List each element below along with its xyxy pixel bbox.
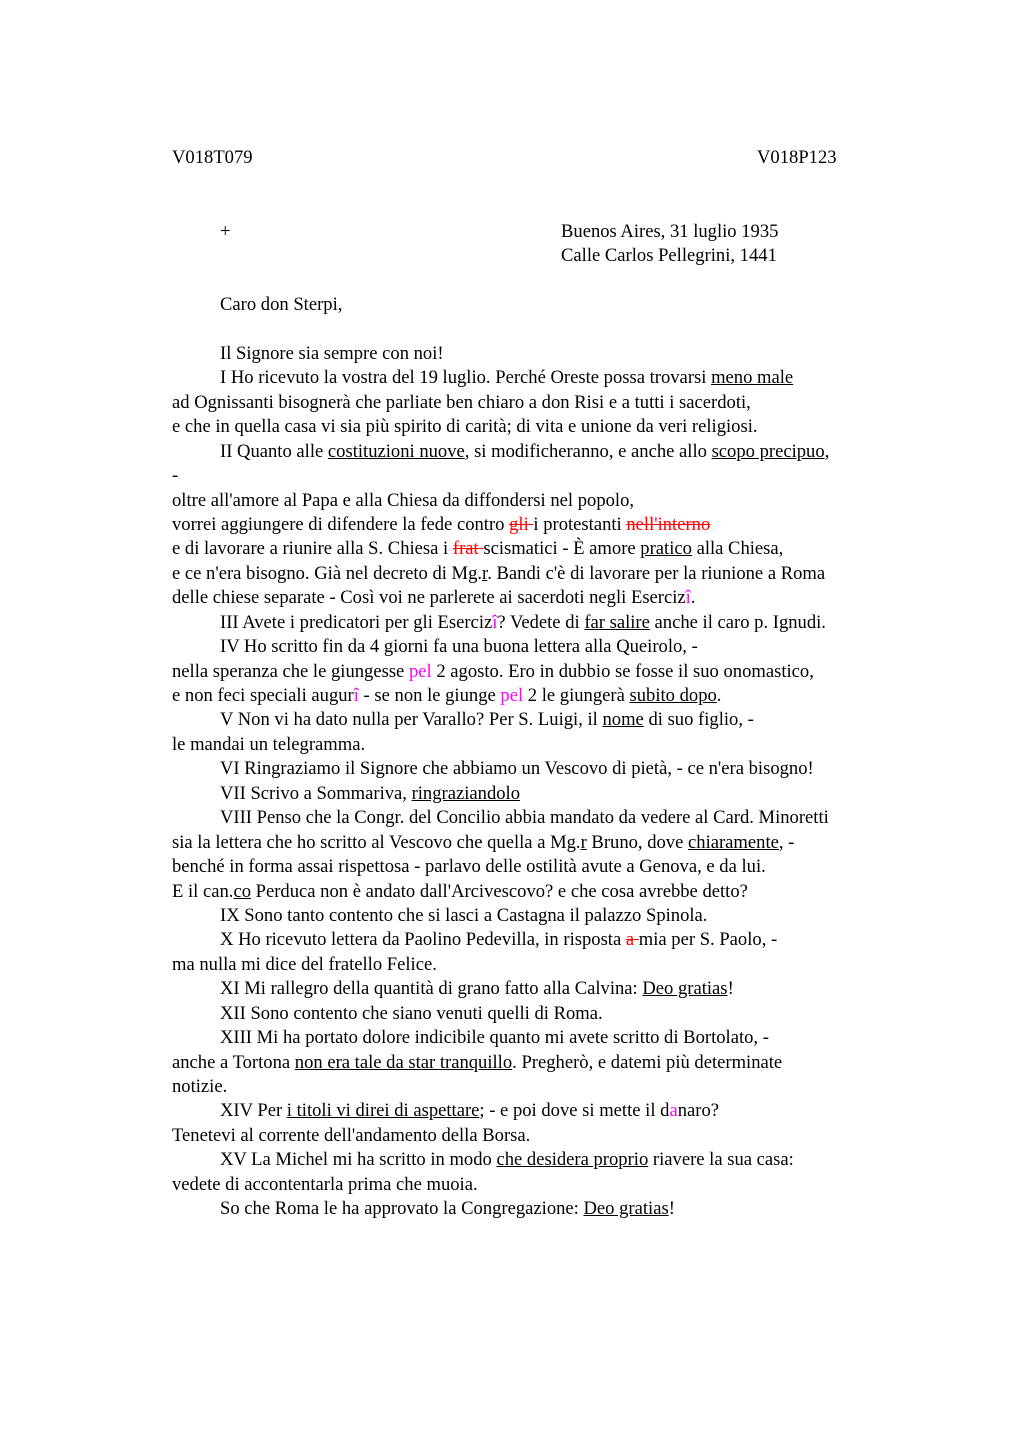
text-line: vorrei aggiungere di difendere la fede contro gli i protestanti nell'interno — [172, 514, 711, 535]
text-line: So che Roma le ha approvato la Congregazione: Deo gratias! — [220, 1198, 675, 1219]
text-line: Il Signore sia sempre con noi! — [220, 343, 444, 364]
text-line: VI Ringraziamo il Signore che abbiamo un Vescovo di pietà, - ce n'era bisogno! — [220, 758, 814, 779]
text-line: sia la lettera che ho scritto al Vescovo che quella a Mg.r Bruno, dove chiaramente, - — [172, 832, 795, 853]
text-line: vedete di accontentarla prima che muoia. — [172, 1174, 478, 1195]
text-line: X Ho ricevuto lettera da Paolino Pedevilla, in risposta a mia per S. Paolo, - — [220, 929, 778, 950]
text-line: V Non vi ha dato nulla per Varallo? Per S. Luigi, il nome di suo figlio, - — [220, 709, 754, 730]
header-right-code: V018P123 — [757, 147, 837, 168]
text-line: XIII Mi ha portato dolore indicibile quanto mi avete scritto di Bortolato, - — [220, 1027, 769, 1048]
text-line: e ce n'era bisogno. Già nel decreto di Mg.r. Bandi c'è di lavorare per la riunione a Roma — [172, 563, 826, 584]
text-line: notizie. — [172, 1076, 228, 1097]
text-line: ad Ognissanti bisognerà che parliate ben chiaro a don Risi e a tutti i sacerdoti, — [172, 392, 751, 413]
text-line: oltre all'amore al Papa e alla Chiesa da diffondersi nel popolo, — [172, 490, 635, 511]
text-line: - — [172, 465, 179, 486]
text-line: e che in quella casa vi sia più spirito di carità; di vita e unione da veri religiosi. — [172, 416, 758, 437]
address: Calle Carlos Pellegrini, 1441 — [561, 245, 777, 266]
text-line: VII Scrivo a Sommariva, ringraziandolo — [220, 783, 520, 804]
text-line: I Ho ricevuto la vostra del 19 luglio. Perché Oreste possa trovarsi meno male — [220, 367, 794, 388]
text-line: XII Sono contento che siano venuti quelli di Roma. — [220, 1003, 603, 1024]
text-line: XI Mi rallegro della quantità di grano fatto alla Calvina: Deo gratias! — [220, 978, 734, 999]
text-line: nella speranza che le giungesse pel 2 agosto. Ero in dubbio se fosse il suo onomastico, — [172, 661, 814, 682]
text-line: VIII Penso che la Congr. del Concilio abbia mandato da vedere al Card. Minoretti — [220, 807, 829, 828]
text-line: ma nulla mi dice del fratello Felice. — [172, 954, 437, 975]
text-line: benché in forma assai rispettosa - parlavo delle ostilità avute a Genova, e da lui. — [172, 856, 766, 877]
text-line: IX Sono tanto contento che si lasci a Castagna il palazzo Spinola. — [220, 905, 708, 926]
place-date: Buenos Aires, 31 luglio 1935 — [561, 221, 779, 242]
text-line: delle chiese separate - Così voi ne parlerete ai sacerdoti negli Esercizî. — [172, 587, 696, 608]
text-line: le mandai un telegramma. — [172, 734, 366, 755]
text-line: XV La Michel mi ha scritto in modo che desidera proprio riavere la sua casa: — [220, 1149, 794, 1170]
text-line: II Quanto alle costituzioni nuove, si modificheranno, e anche allo scopo precipuo, — [220, 441, 830, 462]
text-line: e non feci speciali augurî - se non le giunge pel 2 le giungerà subito dopo. — [172, 685, 722, 706]
text-line: e di lavorare a riunire alla S. Chiesa i frat scismatici - È amore pratico alla Chiesa, — [172, 538, 784, 559]
cross-mark: + — [220, 221, 231, 242]
text-line: anche a Tortona non era tale da star tranquillo. Pregherò, e datemi più determinate — [172, 1052, 783, 1073]
text-line: XIV Per i titoli vi direi di aspettare; - e poi dove si mette il danaro? — [220, 1100, 720, 1121]
header-left-code: V018T079 — [172, 147, 253, 168]
text-line: III Avete i predicatori per gli Esercizî? Vedete di far salire anche il caro p. Ignudi. — [220, 612, 826, 633]
text-line: Tenetevi al corrente dell'andamento della Borsa. — [172, 1125, 531, 1146]
text-line: E il can.co Perduca non è andato dall'Arcivescovo? e che cosa avrebbe detto? — [172, 881, 748, 902]
salutation: Caro don Sterpi, — [220, 294, 343, 315]
text-line: IV Ho scritto fin da 4 giorni fa una buona lettera alla Queirolo, - — [220, 636, 698, 657]
